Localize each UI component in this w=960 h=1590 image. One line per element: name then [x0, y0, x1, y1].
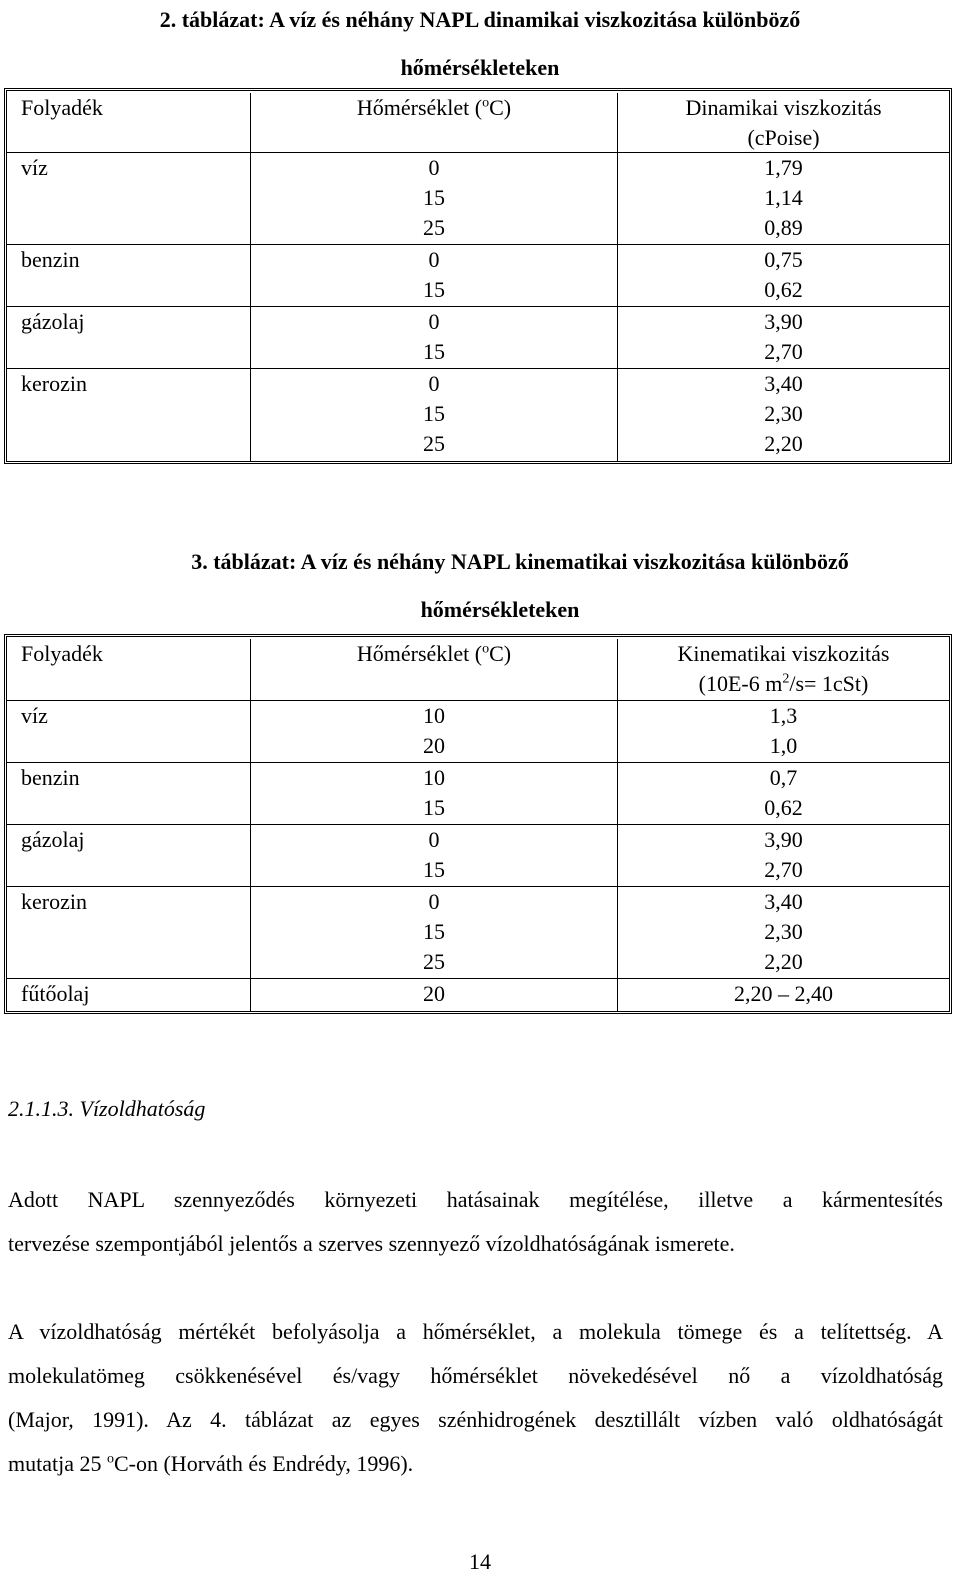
table2-temperature-cell: 0 15	[250, 245, 617, 306]
page-number: 14	[469, 1549, 491, 1574]
paragraph-2-line: mutatja 25 $^o$C-on (Horváth és Endrédy, 1996).	[8, 1451, 414, 1476]
table3-caption-line1: 3. táblázat: A víz és néhány NAPL kinematikai viszkozitása különböző	[191, 549, 849, 574]
table2-header-temperature: Hőmérséklet ($^o$C)	[250, 93, 617, 152]
table2-caption	[0, 0, 960, 92]
table2-liquid-cell: kerozin	[21, 371, 87, 396]
paragraph-2-line: (Major, 1991). Az 4. táblázat az egyes szénhidrogének desztillált vízben való oldhatóságát	[8, 1407, 943, 1432]
table2-temperature-cell: 0 15 25	[250, 153, 617, 244]
table3-header-liquid: Folyadék	[21, 641, 103, 666]
table2-value-cell: 0,75 0,62	[617, 245, 949, 306]
paragraph-1-line: Adott NAPL szennyeződés környezeti hatásainak megítélése, illetve a kármentesítés	[8, 1187, 943, 1212]
table2-temperature-cell: 0 15 25	[250, 369, 617, 461]
table2-header-viscosity: Dinamikai viszkozitás (cPoise)	[617, 93, 949, 152]
table3-liquid-cell: kerozin	[21, 889, 87, 914]
table2-temperature-cell: 0 15	[250, 307, 617, 368]
table2-row	[7, 307, 949, 369]
section-heading: 2.1.1.3. Vízoldhatóság	[8, 1096, 206, 1121]
table2-liquid-cell: víz	[21, 155, 48, 180]
table2-header-row	[7, 91, 949, 153]
table2-value-cell: 3,90 2,70	[617, 307, 949, 368]
paragraph-2	[8, 1310, 943, 1486]
table3-value-cell: 3,40 2,30 2,20	[617, 887, 949, 978]
table3	[4, 634, 952, 1014]
table3-caption	[40, 538, 960, 634]
table3-liquid-cell: gázolaj	[21, 827, 85, 852]
paragraph-2-line: A vízoldhatóság mértékét befolyásolja a hőmérséklet, a molekula tömege és a telítettség. A	[8, 1319, 943, 1344]
table2-body	[7, 153, 949, 461]
table2-header-liquid: Folyadék	[21, 95, 103, 120]
table3-temperature-cell: 10 20	[250, 701, 617, 762]
table3-temperature-cell: 0 15 25	[250, 887, 617, 978]
table2-liquid-cell: benzin	[21, 247, 80, 272]
table2	[4, 88, 952, 464]
table3-row	[7, 887, 949, 979]
table2-row	[7, 369, 949, 461]
paragraph-1	[8, 1178, 943, 1266]
table3-value-cell: 0,7 0,62	[617, 763, 949, 824]
table2-liquid-cell: gázolaj	[21, 309, 85, 334]
table2-value-cell: 3,40 2,30 2,20	[617, 369, 949, 461]
table3-body	[7, 701, 949, 1011]
table3-header-viscosity: Kinematikai viszkozitás (10E-6 $m^2/s= 1cSt$)	[617, 639, 949, 700]
table3-row	[7, 701, 949, 763]
table3-header-temperature: Hőmérséklet ($^o$C)	[250, 639, 617, 700]
table2-caption-line1: 2. táblázat: A víz és néhány NAPL dinamikai viszkozitása különböző	[159, 7, 801, 32]
table3-caption-line2: hőmérsékleteken	[420, 597, 580, 622]
table3-row	[7, 763, 949, 825]
table2-row	[7, 153, 949, 245]
table3-temperature-cell: 0 15	[250, 825, 617, 886]
paragraph-2-line: molekulatömeg csökkenésével és/vagy hőmérséklet növekedésével nő a vízoldhatóság	[8, 1363, 943, 1388]
table3-value-cell: 3,90 2,70	[617, 825, 949, 886]
table3-liquid-cell: benzin	[21, 765, 80, 790]
table3-temperature-cell: 20	[250, 979, 617, 1011]
paragraph-1-line: tervezése szempontjából jelentős a szerves szennyező vízoldhatóságának ismerete.	[8, 1231, 735, 1256]
table3-liquid-cell: fűtőolaj	[21, 981, 90, 1006]
table3-liquid-cell: víz	[21, 703, 48, 728]
table2-row	[7, 245, 949, 307]
table3-row	[7, 825, 949, 887]
table3-value-cell: 1,3 1,0	[617, 701, 949, 762]
table3-header-row	[7, 637, 949, 701]
table3-temperature-cell: 10 15	[250, 763, 617, 824]
table2-value-cell: 1,79 1,14 0,89	[617, 153, 949, 244]
table3-row	[7, 979, 949, 1011]
table2-caption-line2: hőmérsékleteken	[400, 55, 560, 80]
table3-value-cell: 2,20 – 2,40	[617, 979, 949, 1011]
